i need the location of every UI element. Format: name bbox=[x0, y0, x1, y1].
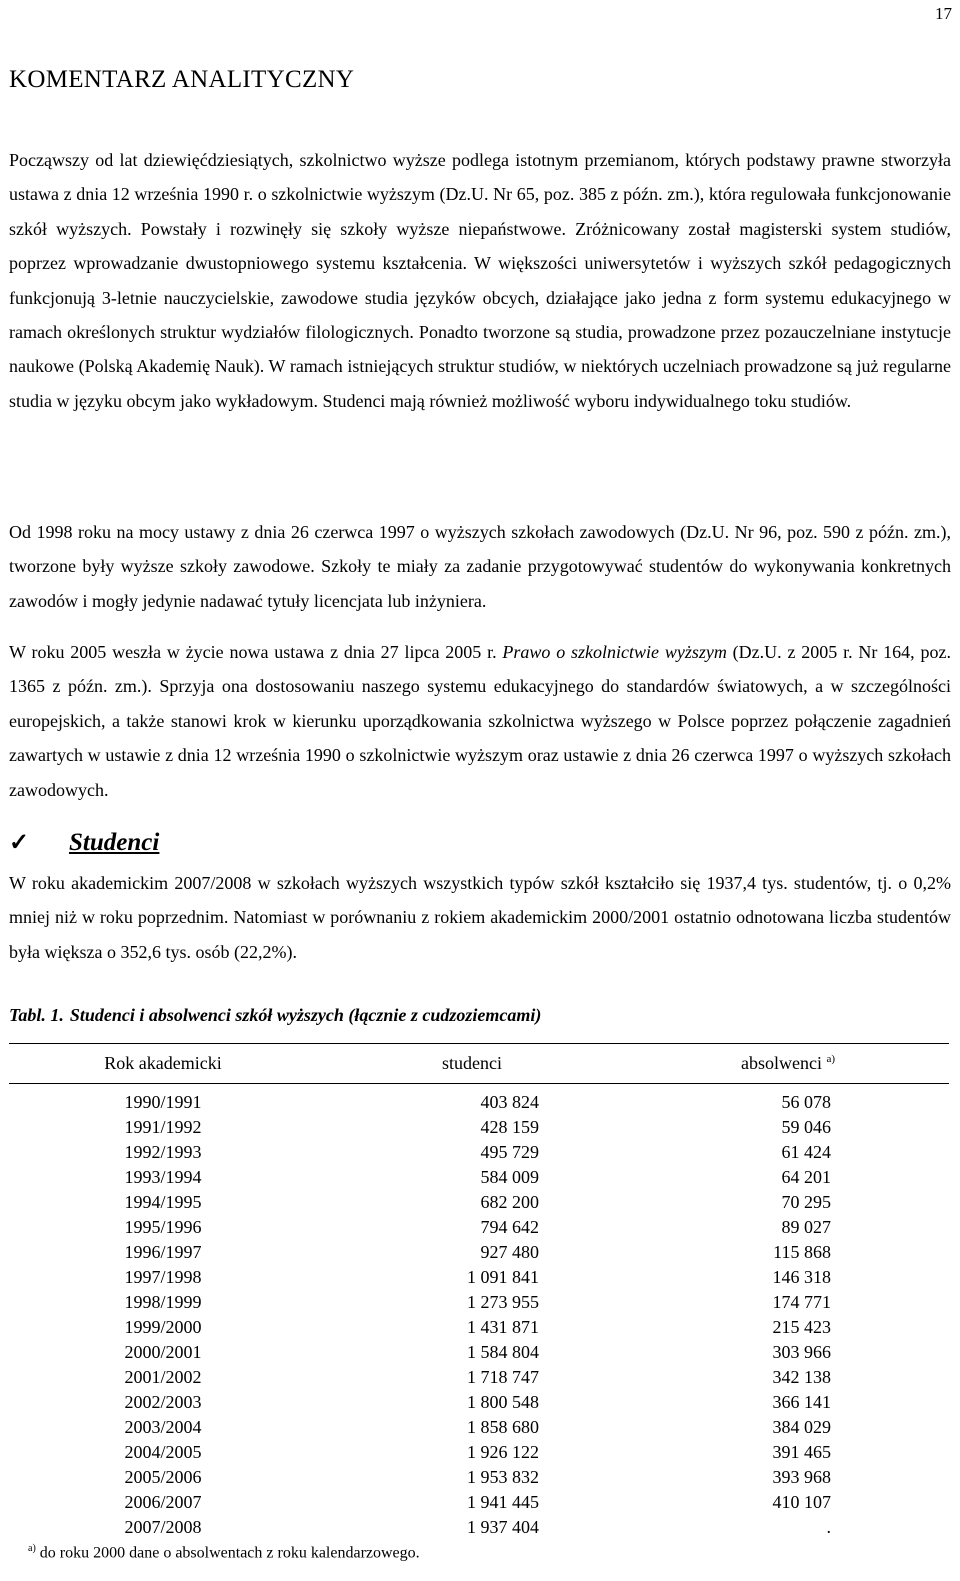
table-row bbox=[9, 1215, 949, 1240]
header-academic-year: Rok akademicki bbox=[9, 1044, 317, 1084]
law-title: Prawo o szkolnictwie wyższym bbox=[502, 642, 727, 662]
table-row bbox=[9, 1240, 949, 1265]
cell-graduates-value: 366 141 bbox=[772, 1392, 831, 1412]
cell-students bbox=[317, 1465, 627, 1490]
table-body bbox=[9, 1084, 949, 1541]
page-title: KOMENTARZ ANALITYCZNY bbox=[9, 66, 355, 93]
cell-students-value: 403 824 bbox=[480, 1092, 539, 1112]
cell-graduates bbox=[627, 1265, 949, 1290]
cell-graduates bbox=[627, 1390, 949, 1415]
cell-graduates-value: 391 465 bbox=[772, 1442, 831, 1462]
cell-graduates bbox=[627, 1084, 949, 1116]
cell-graduates bbox=[627, 1490, 949, 1515]
cell-students-value: 682 200 bbox=[480, 1192, 539, 1212]
cell-students-value: 1 800 548 bbox=[467, 1392, 539, 1412]
cell-graduates bbox=[627, 1440, 949, 1465]
cell-students bbox=[317, 1165, 627, 1190]
cell-graduates bbox=[627, 1290, 949, 1315]
cell-academic-year: 2003/2004 bbox=[124, 1417, 202, 1437]
cell-academic-year: 1995/1996 bbox=[124, 1217, 202, 1237]
cell-academic-year: 2007/2008 bbox=[124, 1517, 202, 1537]
table-row bbox=[9, 1465, 949, 1490]
cell-graduates-value: 89 027 bbox=[781, 1217, 831, 1237]
cell-graduates bbox=[627, 1165, 949, 1190]
cell-academic-year: 1994/1995 bbox=[124, 1192, 202, 1212]
checkmark-icon: ✓ bbox=[9, 830, 30, 856]
cell-academic-year: 1997/1998 bbox=[124, 1267, 202, 1287]
cell-graduates bbox=[627, 1190, 949, 1215]
cell-academic-year: 1990/1991 bbox=[124, 1092, 202, 1112]
cell-graduates bbox=[627, 1215, 949, 1240]
cell-students-value: 1 858 680 bbox=[467, 1417, 539, 1437]
cell-academic-year: 2006/2007 bbox=[124, 1492, 202, 1512]
cell-graduates-value: 146 318 bbox=[772, 1267, 831, 1287]
cell-academic-year: 1992/1993 bbox=[124, 1142, 202, 1162]
paragraph-new-law-rest: (Dz.U. z 2005 r. Nr 164, poz. 1365 z późn. zm.). Sprzyja ona dostosowaniu naszego systemu edukacyjnego do standardów światowych, a w szczególności europejskich, a także stanowi krok w kierunku uporządkowania szkolnictwa wyższego w Polsce poprzez połączenie zagadnień zawartych w ustawie z dnia 12 września 1990 o szkolnictwie wyższym oraz ustawie z dnia 26 czerwca 1997 o wyższych szkołach zawodowych. bbox=[9, 642, 951, 800]
cell-students bbox=[317, 1240, 627, 1265]
table-caption-text: Studenci i absolwenci szkół wyższych (łącznie z cudzoziemcami) bbox=[69, 1005, 542, 1025]
cell-academic-year: 1998/1999 bbox=[124, 1292, 202, 1312]
header-graduates-note: a) bbox=[826, 1053, 836, 1065]
header-graduates bbox=[627, 1044, 949, 1084]
paragraph-new-law bbox=[9, 635, 951, 807]
cell-graduates-value: 115 868 bbox=[773, 1242, 831, 1262]
cell-students-value: 1 926 122 bbox=[467, 1442, 539, 1462]
cell-academic-year: 1996/1997 bbox=[124, 1242, 202, 1262]
paragraph-intro: Począwszy od lat dziewięćdziesiątych, szkolnictwo wyższe podlega istotnym przemianom, których podstawy prawne stworzyła ustawa z dnia 12 września 1990 r. o szkolnictwie wyższym (Dz.U. Nr 65, poz. 385 z późn. zm.), która regulowała funkcjonowanie szkół wyższych. Powstały i rozwinęły się szkoły wyższe niepaństwowe. Zróżnicowany został magisterski system studiów, poprzez wprowadzanie dwustopniowego systemu kształcenia. W większości uniwersytetów i wyższych szkół pedagogicznych funkcjonują 3-letnie nauczycielskie, zawodowe studia języków obcych, działające jako jedna z form systemu edukacyjnego w ramach określonych struktur wydziałów filologicznych. Ponadto tworzone są studia, prowadzone przez pozauczelniane instytucje naukowe (Polską Akademię Nauk). W ramach istniejących struktur studiów, w niektórych uczelniach prowadzone są już regularne studia w języku obcym jako wykładowym. Studenci mają również możliwość wyboru indywidualnego toku studiów. bbox=[9, 150, 951, 411]
cell-students-value: 1 584 804 bbox=[467, 1342, 539, 1362]
cell-students bbox=[317, 1265, 627, 1290]
table-caption bbox=[9, 1005, 541, 1026]
paragraph-vocational-schools: Od 1998 roku na mocy ustawy z dnia 26 czerwca 1997 o wyższych szkołach zawodowych (Dz.U. Nr 96, poz. 590 z późn. zm.), tworzone były wyższe szkoły zawodowe. Szkoły te miały za zadanie przygotowywać studentów do wykonywania konkretnych zawodów i mogły jedynie nadawać tytuły licencjata lub inżyniera. bbox=[9, 522, 951, 611]
cell-students-value: 1 953 832 bbox=[467, 1467, 539, 1487]
cell-graduates-value: 215 423 bbox=[772, 1317, 831, 1337]
table-row bbox=[9, 1440, 949, 1465]
cell-academic-year: 1993/1994 bbox=[124, 1167, 202, 1187]
cell-students-value: 1 091 841 bbox=[467, 1267, 539, 1287]
cell-graduates bbox=[627, 1465, 949, 1490]
cell-academic-year: 1999/2000 bbox=[124, 1317, 202, 1337]
cell-students bbox=[317, 1415, 627, 1440]
cell-students-value: 1 431 871 bbox=[467, 1317, 539, 1337]
footnote bbox=[28, 1543, 420, 1562]
cell-students bbox=[317, 1440, 627, 1465]
cell-graduates bbox=[627, 1115, 949, 1140]
cell-students bbox=[317, 1140, 627, 1165]
table-row bbox=[9, 1115, 949, 1140]
cell-graduates-value: 64 201 bbox=[781, 1167, 831, 1187]
section-heading-studenci bbox=[9, 828, 159, 857]
table-row bbox=[9, 1315, 949, 1340]
table-row bbox=[9, 1140, 949, 1165]
cell-graduates-value: 59 046 bbox=[781, 1117, 831, 1137]
page-number: 17 bbox=[935, 4, 952, 23]
cell-academic-year: 2002/2003 bbox=[124, 1392, 202, 1412]
table-row bbox=[9, 1390, 949, 1415]
cell-students-value: 1 273 955 bbox=[467, 1292, 539, 1312]
header-graduates-label: absolwenci bbox=[740, 1053, 822, 1073]
students-graduates-table bbox=[9, 1043, 949, 1540]
cell-students bbox=[317, 1490, 627, 1515]
cell-graduates bbox=[627, 1240, 949, 1265]
cell-graduates-value: 61 424 bbox=[781, 1142, 831, 1162]
table-row bbox=[9, 1490, 949, 1515]
cell-graduates bbox=[627, 1340, 949, 1365]
cell-graduates bbox=[627, 1515, 949, 1540]
table-header-row bbox=[9, 1044, 949, 1084]
cell-students bbox=[317, 1315, 627, 1340]
cell-graduates bbox=[627, 1365, 949, 1390]
cell-academic-year: 2004/2005 bbox=[124, 1442, 202, 1462]
cell-graduates-value: 384 029 bbox=[772, 1417, 831, 1437]
cell-students bbox=[317, 1115, 627, 1140]
cell-students-value: 1 718 747 bbox=[467, 1367, 539, 1387]
paragraph-students-stats: W roku akademickim 2007/2008 w szkołach wyższych wszystkich typów szkół kształciło się 1937,4 tys. studentów, tj. o 0,2% mniej niż w roku poprzednim. Natomiast w porównaniu z rokiem akademickim 2000/2001 ostatnio odnotowana liczba studentów była większa o 352,6 tys. osób (22,2%). bbox=[9, 873, 951, 962]
cell-students bbox=[317, 1190, 627, 1215]
cell-students-value: 495 729 bbox=[480, 1142, 539, 1162]
table-row bbox=[9, 1515, 949, 1540]
cell-students-value: 1 937 404 bbox=[467, 1517, 539, 1537]
cell-students bbox=[317, 1390, 627, 1415]
cell-students-value: 1 941 445 bbox=[467, 1492, 539, 1512]
table-row bbox=[9, 1415, 949, 1440]
table-caption-label: Tabl. 1. bbox=[9, 1005, 64, 1025]
cell-academic-year: 2001/2002 bbox=[124, 1367, 202, 1387]
footnote-text: do roku 2000 dane o absolwentach z roku kalendarzowego. bbox=[39, 1544, 420, 1562]
cell-graduates-value: . bbox=[826, 1517, 831, 1537]
section-heading-text: Studenci bbox=[69, 829, 160, 856]
cell-academic-year: 2000/2001 bbox=[124, 1342, 202, 1362]
cell-students bbox=[317, 1340, 627, 1365]
table-row bbox=[9, 1084, 949, 1116]
paragraph-new-law-start: W roku 2005 weszła w życie nowa ustawa z dnia 27 lipca 2005 r. bbox=[9, 642, 503, 662]
cell-students-value: 428 159 bbox=[480, 1117, 539, 1137]
cell-graduates-value: 174 771 bbox=[772, 1292, 831, 1312]
table-row bbox=[9, 1265, 949, 1290]
cell-students-value: 584 009 bbox=[480, 1167, 539, 1187]
cell-academic-year: 1991/1992 bbox=[124, 1117, 202, 1137]
cell-graduates-value: 303 966 bbox=[772, 1342, 831, 1362]
table-row bbox=[9, 1290, 949, 1315]
cell-students bbox=[317, 1084, 627, 1116]
cell-graduates-value: 410 107 bbox=[772, 1492, 831, 1512]
cell-students bbox=[317, 1365, 627, 1390]
cell-students-value: 794 642 bbox=[480, 1217, 539, 1237]
cell-students bbox=[317, 1215, 627, 1240]
cell-graduates-value: 393 968 bbox=[772, 1467, 831, 1487]
cell-graduates bbox=[627, 1415, 949, 1440]
cell-students-value: 927 480 bbox=[480, 1242, 539, 1262]
footnote-marker: a) bbox=[28, 1543, 36, 1554]
cell-students bbox=[317, 1290, 627, 1315]
table-row bbox=[9, 1190, 949, 1215]
cell-graduates-value: 70 295 bbox=[781, 1192, 831, 1212]
cell-graduates bbox=[627, 1140, 949, 1165]
table-row bbox=[9, 1340, 949, 1365]
cell-graduates-value: 342 138 bbox=[772, 1367, 831, 1387]
cell-academic-year: 2005/2006 bbox=[124, 1467, 202, 1487]
cell-graduates bbox=[627, 1315, 949, 1340]
cell-students bbox=[317, 1515, 627, 1540]
header-students: studenci bbox=[317, 1044, 627, 1084]
cell-graduates-value: 56 078 bbox=[781, 1092, 831, 1112]
table-row bbox=[9, 1165, 949, 1190]
table-row bbox=[9, 1365, 949, 1390]
